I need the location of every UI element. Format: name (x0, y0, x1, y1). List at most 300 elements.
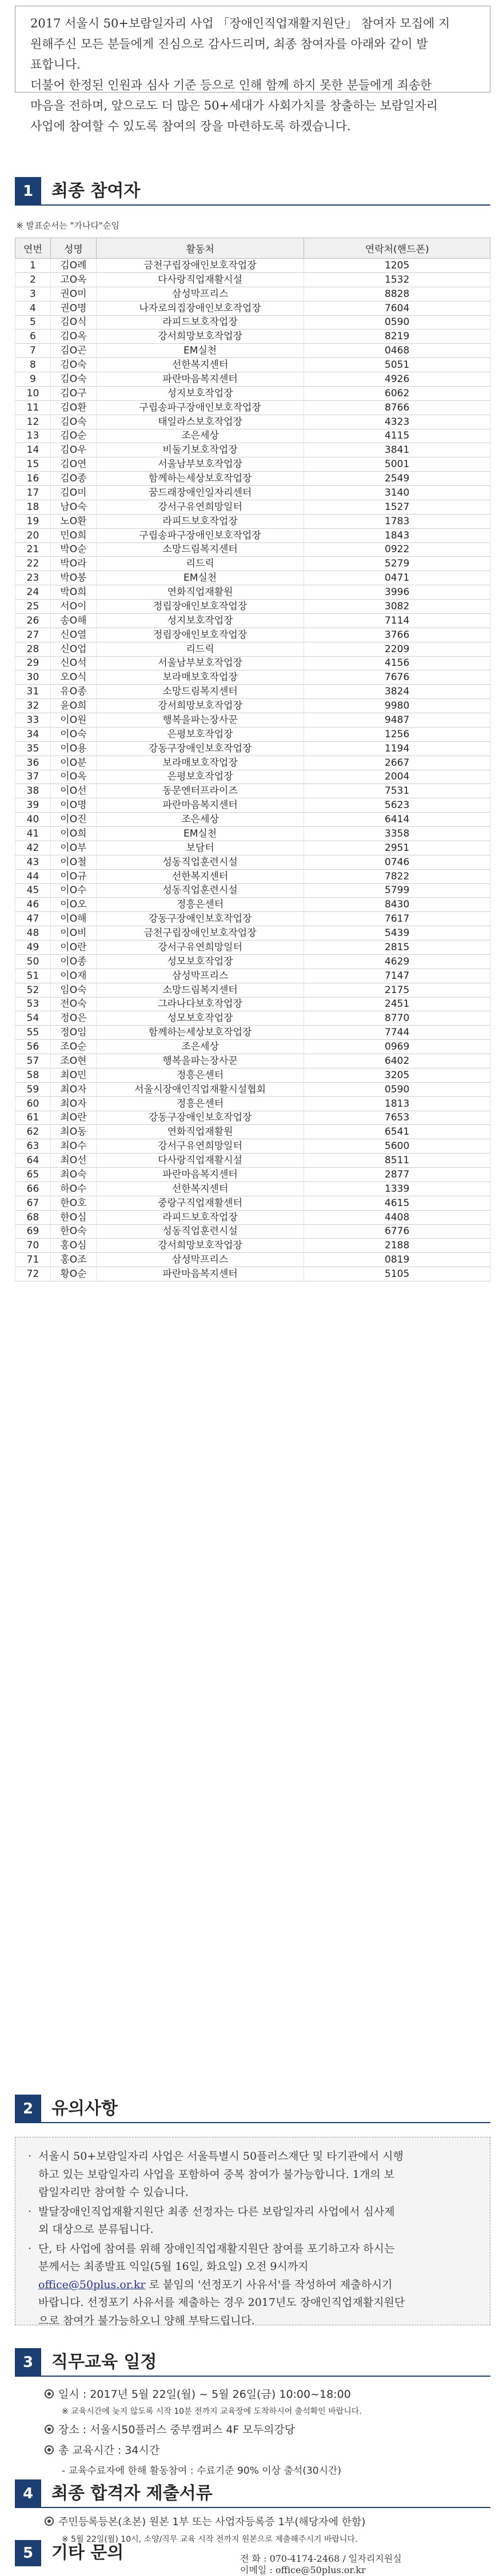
row-number: 21 (15, 542, 51, 557)
row-number: 19 (15, 514, 51, 528)
participant-name: 이O비 (50, 926, 96, 941)
phone-last4: 8766 (304, 400, 490, 415)
participant-name: 최O숙 (50, 1168, 96, 1182)
participant-name: 김O종 (50, 472, 96, 486)
work-site: 금천구립장애인보호작업장 (96, 259, 304, 273)
phone-last4: 7531 (304, 784, 490, 798)
participant-name: 신O석 (50, 656, 96, 670)
intro-box (15, 6, 490, 133)
phone-last4: 0969 (304, 1040, 490, 1054)
document-note: ※ 5월 22일(월) 10시, 소양/직무 교육 시작 전까지 원본으로 제출해주시기 바랍니다. (62, 2535, 358, 2544)
table-row (15, 1181, 490, 1196)
table-row (15, 329, 490, 344)
table-row (15, 486, 490, 500)
work-site: EM실천 (96, 571, 304, 585)
work-site: 꿈드래장애인일자리센터 (96, 486, 304, 500)
work-site: 서울남부보호작업장 (96, 656, 304, 670)
phone-last4: 5279 (304, 557, 490, 571)
row-number: 71 (15, 1253, 51, 1267)
row-number: 18 (15, 500, 51, 514)
table-row (15, 912, 490, 926)
table-row (15, 301, 490, 315)
row-number: 34 (15, 727, 51, 741)
phone-last4: 3205 (304, 1068, 490, 1082)
table-row (15, 1267, 490, 1281)
participant-name: 이O종 (50, 954, 96, 968)
bullet-circle-icon (45, 2445, 54, 2454)
work-site: 소망드림복지센터 (96, 685, 304, 699)
phone-last4: 8770 (304, 1011, 490, 1026)
participant-name: 최O수 (50, 1139, 96, 1154)
phone-last4: 3841 (304, 443, 490, 457)
table-row (15, 528, 490, 542)
row-number: 67 (15, 1196, 51, 1210)
intro-line: 사업에 참여할 수 있도록 참여의 장을 마련하도록 하겠습니다. (30, 119, 351, 133)
work-site: 선한복지센터 (96, 1181, 304, 1196)
table-row (15, 1253, 490, 1267)
participant-name: 김O연 (50, 457, 96, 472)
table-row (15, 500, 490, 514)
phone-last4: 8828 (304, 287, 490, 301)
row-number: 44 (15, 869, 51, 883)
notice-line: 단, 타 사업에 참여를 위해 장애인직업재활지원단 참여를 포기하고자 하시는 (38, 2242, 395, 2255)
work-site: 조은세상 (96, 813, 304, 827)
work-site: 강동구장애인보호작업장 (96, 912, 304, 926)
row-number: 54 (15, 1011, 51, 1026)
schedule-place-text: 장소 : 서울시50플러스 중부캠퍼스 4F 모두의강당 (58, 2424, 296, 2436)
table-row (15, 1054, 490, 1068)
row-number: 69 (15, 1224, 51, 1239)
phone-last4: 6414 (304, 813, 490, 827)
participant-name: 최O민 (50, 1068, 96, 1082)
phone-last4: 7604 (304, 301, 490, 315)
work-site: 조은세상 (96, 1040, 304, 1054)
participant-name: 이O진 (50, 813, 96, 827)
work-site: 나자로의집장애인보호작업장 (96, 301, 304, 315)
row-number: 24 (15, 585, 51, 600)
table-row (15, 358, 490, 372)
phone-last4: 7744 (304, 1026, 490, 1040)
participant-name: 임O숙 (50, 983, 96, 997)
row-number: 42 (15, 841, 51, 855)
contact-email-value[interactable]: : office@50plus.or.kr (269, 2565, 366, 2575)
phone-last4: 0590 (304, 1082, 490, 1096)
phone-last4: 6541 (304, 1125, 490, 1139)
work-site: 은평보호작업장 (96, 770, 304, 784)
section-title: 직무교육 일정 (51, 2352, 157, 2372)
work-site: 라피드보호작업장 (96, 315, 304, 329)
phone-last4: 8430 (304, 898, 490, 912)
notice-line: 발달장애인직업재활지원단 최종 선정자는 다른 보람일자리 사업에서 심사제 (38, 2205, 395, 2218)
notice-line-suffix: 로 붙임의 '선정포기 사유서'를 작성하여 제출하시기 (145, 2278, 393, 2291)
table-row (15, 841, 490, 855)
column-header: 연락처(핸드폰) (304, 238, 490, 259)
schedule-hours (45, 2442, 159, 2457)
work-site: 파란마음복지센터 (96, 1267, 304, 1281)
work-site: 강서희망보호작업장 (96, 1239, 304, 1253)
table-row (15, 926, 490, 941)
work-site: 파란마음복지센터 (96, 372, 304, 387)
row-number: 13 (15, 429, 51, 443)
row-number: 27 (15, 628, 51, 642)
phone-last4: 0468 (304, 344, 490, 358)
row-number: 2 (15, 272, 51, 287)
notice-line: 서울시 50+보람일자리 사업은 서울특별시 50플러스재단 및 타기관에서 시행 (38, 2150, 404, 2163)
work-site: 성동직업훈련시설 (96, 855, 304, 869)
participant-name: 송O해 (50, 613, 96, 628)
table-row (15, 941, 490, 955)
work-site: 리드릭 (96, 642, 304, 656)
bullet-icon: · (28, 2242, 32, 2255)
notice-box (15, 2137, 490, 2325)
row-number: 8 (15, 358, 51, 372)
row-number: 29 (15, 656, 51, 670)
participant-name: 이O규 (50, 869, 96, 883)
work-site: 정흥은센터 (96, 1096, 304, 1111)
work-site: 구립송파구장애인보호작업장 (96, 528, 304, 542)
row-number: 35 (15, 741, 51, 755)
work-site: 연화직업재활원 (96, 585, 304, 600)
work-site: 행복을파는장사꾼 (96, 713, 304, 728)
row-number: 66 (15, 1181, 51, 1196)
section-header (15, 174, 490, 206)
work-site: 보담터 (96, 841, 304, 855)
participant-name: 오O식 (50, 670, 96, 685)
table-row (15, 1111, 490, 1125)
intro-line: 더불어 한정된 인원과 심사 기준 등으로 인해 함께 하지 못한 분들에게 죄송한 (30, 78, 432, 92)
phone-last4: 5105 (304, 1267, 490, 1281)
work-site: 함께하는세상보호작업장 (96, 472, 304, 486)
row-number: 41 (15, 827, 51, 841)
row-number: 5 (15, 315, 51, 329)
notice-line: 외 대상으로 분류됩니다. (38, 2223, 154, 2236)
row-number: 14 (15, 443, 51, 457)
table-row (15, 1068, 490, 1082)
work-site: 라피드보호작업장 (96, 514, 304, 528)
work-site: 소망드림복지센터 (96, 542, 304, 557)
work-site: 정립장애인보호작업장 (96, 600, 304, 614)
participant-name: 전O숙 (50, 997, 96, 1011)
schedule-date-text: 일시 : 2017년 5월 22일(월) ~ 5월 26일(금) 10:00~18:00 (58, 2388, 351, 2401)
table-row (15, 372, 490, 387)
phone-last4: 7822 (304, 869, 490, 883)
row-number: 47 (15, 912, 51, 926)
participant-name: 이O선 (50, 784, 96, 798)
work-site: 강서희망보호작업장 (96, 699, 304, 713)
phone-last4: 6776 (304, 1224, 490, 1239)
phone-last4: 9980 (304, 699, 490, 713)
table-row (15, 1196, 490, 1210)
notice-line: 하고 있는 보람일자리 사업을 포함하여 중복 참여가 불가능합니다. 1개의 보 (38, 2168, 395, 2181)
phone-last4: 4323 (304, 415, 490, 429)
row-number: 10 (15, 386, 51, 400)
row-number: 3 (15, 287, 51, 301)
participant-name: 조O순 (50, 1040, 96, 1054)
phone-last4: 8511 (304, 1154, 490, 1168)
table-row (15, 954, 490, 968)
row-number: 12 (15, 415, 51, 429)
table-row (15, 855, 490, 869)
work-site: 강동구장애인보호작업장 (96, 741, 304, 755)
work-site: 정흥은센터 (96, 898, 304, 912)
row-number: 36 (15, 755, 51, 770)
work-site: 파란마음복지센터 (96, 798, 304, 813)
table-row (15, 315, 490, 329)
participant-name: 최O동 (50, 1125, 96, 1139)
row-number: 1 (15, 259, 51, 273)
participant-name: 조O현 (50, 1054, 96, 1068)
notice-line: 람일자리만 참여할 수 있습니다. (38, 2186, 189, 2199)
phone-last4: 3140 (304, 486, 490, 500)
participant-name: 이O희 (50, 827, 96, 841)
work-site: 강서희망보호작업장 (96, 329, 304, 344)
table-row (15, 514, 490, 528)
table-row (15, 472, 490, 486)
table-row (15, 259, 490, 273)
bullet-circle-icon (45, 2517, 54, 2526)
row-number: 59 (15, 1082, 51, 1096)
row-number: 39 (15, 798, 51, 813)
table-row (15, 1082, 490, 1096)
work-site: 동문엔터프라이즈 (96, 784, 304, 798)
work-site: 구립송파구장애인보호작업장 (96, 400, 304, 415)
work-site: EM실천 (96, 344, 304, 358)
column-header: 활동처 (96, 238, 304, 259)
contact-phone-value: : 070-4174-2468 / 일자리지원실 (264, 2553, 402, 2564)
document-required (45, 2514, 365, 2529)
work-site: 보라매보호작업장 (96, 755, 304, 770)
section-title: 최종 참여자 (51, 181, 141, 201)
row-number: 57 (15, 1054, 51, 1068)
row-number: 15 (15, 457, 51, 472)
phone-last4: 0922 (304, 542, 490, 557)
phone-last4: 5799 (304, 883, 490, 898)
phone-last4: 5600 (304, 1139, 490, 1154)
row-number: 22 (15, 557, 51, 571)
bullet-circle-icon (45, 2389, 54, 2398)
row-number: 72 (15, 1267, 51, 1281)
phone-last4: 4926 (304, 372, 490, 387)
row-number: 56 (15, 1040, 51, 1054)
work-site: 조은세상 (96, 429, 304, 443)
bullet-icon: · (28, 2205, 32, 2218)
table-row (15, 287, 490, 301)
table-row (15, 1154, 490, 1168)
phone-last4: 7653 (304, 1111, 490, 1125)
phone-last4: 2667 (304, 755, 490, 770)
schedule-note: ※ 교육시간에 늦지 않도록 시작 10분 전까지 교육장에 도착하시어 출석확인 바랍니다. (62, 2407, 362, 2416)
schedule-place (45, 2421, 295, 2437)
participant-name: 이O용 (50, 741, 96, 755)
participant-name: 박O순 (50, 542, 96, 557)
work-site: 파란마음복지센터 (96, 1168, 304, 1182)
section-title: 기타 문의 (51, 2543, 124, 2563)
participant-name: 김O옥 (50, 329, 96, 344)
work-site: 강서구유연희망일터 (96, 941, 304, 955)
participant-table (15, 238, 490, 1281)
phone-last4: 1532 (304, 272, 490, 287)
phone-last4: 6402 (304, 1054, 490, 1068)
table-row (15, 997, 490, 1011)
row-number: 9 (15, 372, 51, 387)
table-row (15, 798, 490, 813)
phone-last4: 6062 (304, 386, 490, 400)
table-row (15, 1239, 490, 1253)
row-number: 26 (15, 613, 51, 628)
table-row (15, 784, 490, 798)
row-number: 53 (15, 997, 51, 1011)
hours-note: - 교육수료자에 한해 활동참여 : 수료기준 90% 이상 출석(30시간) (62, 2465, 342, 2477)
work-site: 정흥은센터 (96, 1068, 304, 1082)
row-number: 20 (15, 528, 51, 542)
participant-name: 이O부 (50, 841, 96, 855)
row-number: 49 (15, 941, 51, 955)
table-row (15, 656, 490, 670)
table-row (15, 741, 490, 755)
row-number: 7 (15, 344, 51, 358)
table-row (15, 1224, 490, 1239)
phone-last4: 3996 (304, 585, 490, 600)
work-site: 행복을파는장사꾼 (96, 1054, 304, 1068)
row-number: 43 (15, 855, 51, 869)
table-row (15, 557, 490, 571)
work-site: 태일라스보호작업장 (96, 415, 304, 429)
phone-last4: 2004 (304, 770, 490, 784)
notice-item (28, 2148, 475, 2202)
intro-line: 2017 서울시 50+보람일자리 사업 「장애인직업재활지원단」 참여자 모집에 지 (30, 17, 450, 30)
phone-last4: 7114 (304, 613, 490, 628)
participant-name: 김O환 (50, 400, 96, 415)
notice-line: 바랍니다. 선정포기 사유서를 제출하는 경우 2017년도 장애인직업재활지원단 (38, 2296, 405, 2309)
email-link[interactable]: office@50plus.or.kr (38, 2278, 146, 2291)
contact-email-label: 이메일 (240, 2565, 267, 2575)
row-number: 25 (15, 600, 51, 614)
bullet-circle-icon (45, 2425, 54, 2434)
phone-last4: 4408 (304, 1210, 490, 1224)
phone-last4: 2209 (304, 642, 490, 656)
participant-name: 정O임 (50, 1026, 96, 1040)
row-number: 11 (15, 400, 51, 415)
work-site: 리드릭 (96, 557, 304, 571)
phone-last4: 2549 (304, 472, 490, 486)
table-row (15, 770, 490, 784)
participant-name: 이O철 (50, 855, 96, 869)
table-row (15, 443, 490, 457)
phone-last4: 1813 (304, 1096, 490, 1111)
section-number: 5 (15, 2540, 41, 2566)
table-row (15, 272, 490, 287)
row-number: 65 (15, 1168, 51, 1182)
participant-name: 한O숙 (50, 1224, 96, 1239)
participant-name: 김O우 (50, 443, 96, 457)
phone-last4: 5051 (304, 358, 490, 372)
phone-last4: 2175 (304, 983, 490, 997)
row-number: 70 (15, 1239, 51, 1253)
phone-last4: 1256 (304, 727, 490, 741)
work-site: 금천구립장애인보호작업장 (96, 926, 304, 941)
row-number: 23 (15, 571, 51, 585)
table-row (15, 670, 490, 685)
participant-name: 정O은 (50, 1011, 96, 1026)
table-row (15, 344, 490, 358)
row-number: 6 (15, 329, 51, 344)
phone-last4: 7676 (304, 670, 490, 685)
table-row (15, 968, 490, 983)
table-row (15, 813, 490, 827)
row-number: 16 (15, 472, 51, 486)
work-site: 다사랑직업재활시설 (96, 272, 304, 287)
participant-name: 하O수 (50, 1181, 96, 1196)
work-site: 삼성막프리스 (96, 968, 304, 983)
work-site: 선한복지센터 (96, 869, 304, 883)
phone-last4: 9487 (304, 713, 490, 728)
table-row (15, 642, 490, 656)
table-row (15, 983, 490, 997)
table-row (15, 613, 490, 628)
row-number: 48 (15, 926, 51, 941)
work-site: 정립장애인보호작업장 (96, 628, 304, 642)
participant-name: 이O란 (50, 941, 96, 955)
table-row (15, 628, 490, 642)
notice-line: 분께서는 최종발표 익일(5월 16일, 화요일) 오전 9시까지 (38, 2260, 309, 2273)
phone-last4: 0746 (304, 855, 490, 869)
phone-last4: 7617 (304, 912, 490, 926)
work-site: 선한복지센터 (96, 358, 304, 372)
phone-last4: 1194 (304, 741, 490, 755)
section-number: 1 (15, 177, 41, 206)
phone-last4: 2951 (304, 841, 490, 855)
row-number: 28 (15, 642, 51, 656)
phone-last4: 1527 (304, 500, 490, 514)
participant-name: 김O숙 (50, 372, 96, 387)
table-row (15, 1139, 490, 1154)
schedule-hours-text: 총 교육시간 : 34시간 (58, 2444, 160, 2457)
phone-last4: 5439 (304, 926, 490, 941)
bullet-icon: · (28, 2150, 32, 2163)
participant-name: 한O호 (50, 1196, 96, 1210)
table-row (15, 1040, 490, 1054)
phone-last4: 2815 (304, 941, 490, 955)
participant-name: 김O곤 (50, 344, 96, 358)
table-row (15, 1168, 490, 1182)
participant-name: 최O선 (50, 1154, 96, 1168)
work-site: 성지보호작업장 (96, 386, 304, 400)
section-header (15, 2476, 490, 2508)
work-site: 서울시장애인직업재활시설협회 (96, 1082, 304, 1096)
row-number: 38 (15, 784, 51, 798)
row-number: 4 (15, 301, 51, 315)
work-site: 중랑구직업재활센터 (96, 1196, 304, 1210)
participant-name: 홍O조 (50, 1253, 96, 1267)
participant-name: 김O숙 (50, 415, 96, 429)
participant-name: 최O자 (50, 1082, 96, 1096)
section-header (15, 2345, 490, 2377)
work-site: 서울남부보호작업장 (96, 457, 304, 472)
participant-name: 최O란 (50, 1111, 96, 1125)
phone-last4: 4156 (304, 656, 490, 670)
phone-last4: 8219 (304, 329, 490, 344)
phone-last4: 1843 (304, 528, 490, 542)
table-row (15, 727, 490, 741)
phone-last4: 1783 (304, 514, 490, 528)
section-number: 3 (15, 2348, 41, 2377)
table-header-row (15, 238, 490, 259)
work-site: 강서구유연희망일터 (96, 500, 304, 514)
table-row (15, 713, 490, 728)
table-row (15, 827, 490, 841)
sort-note: ※ 발표순서는 "가나다"순임 (16, 220, 119, 231)
work-site: 성모보호작업장 (96, 1011, 304, 1026)
